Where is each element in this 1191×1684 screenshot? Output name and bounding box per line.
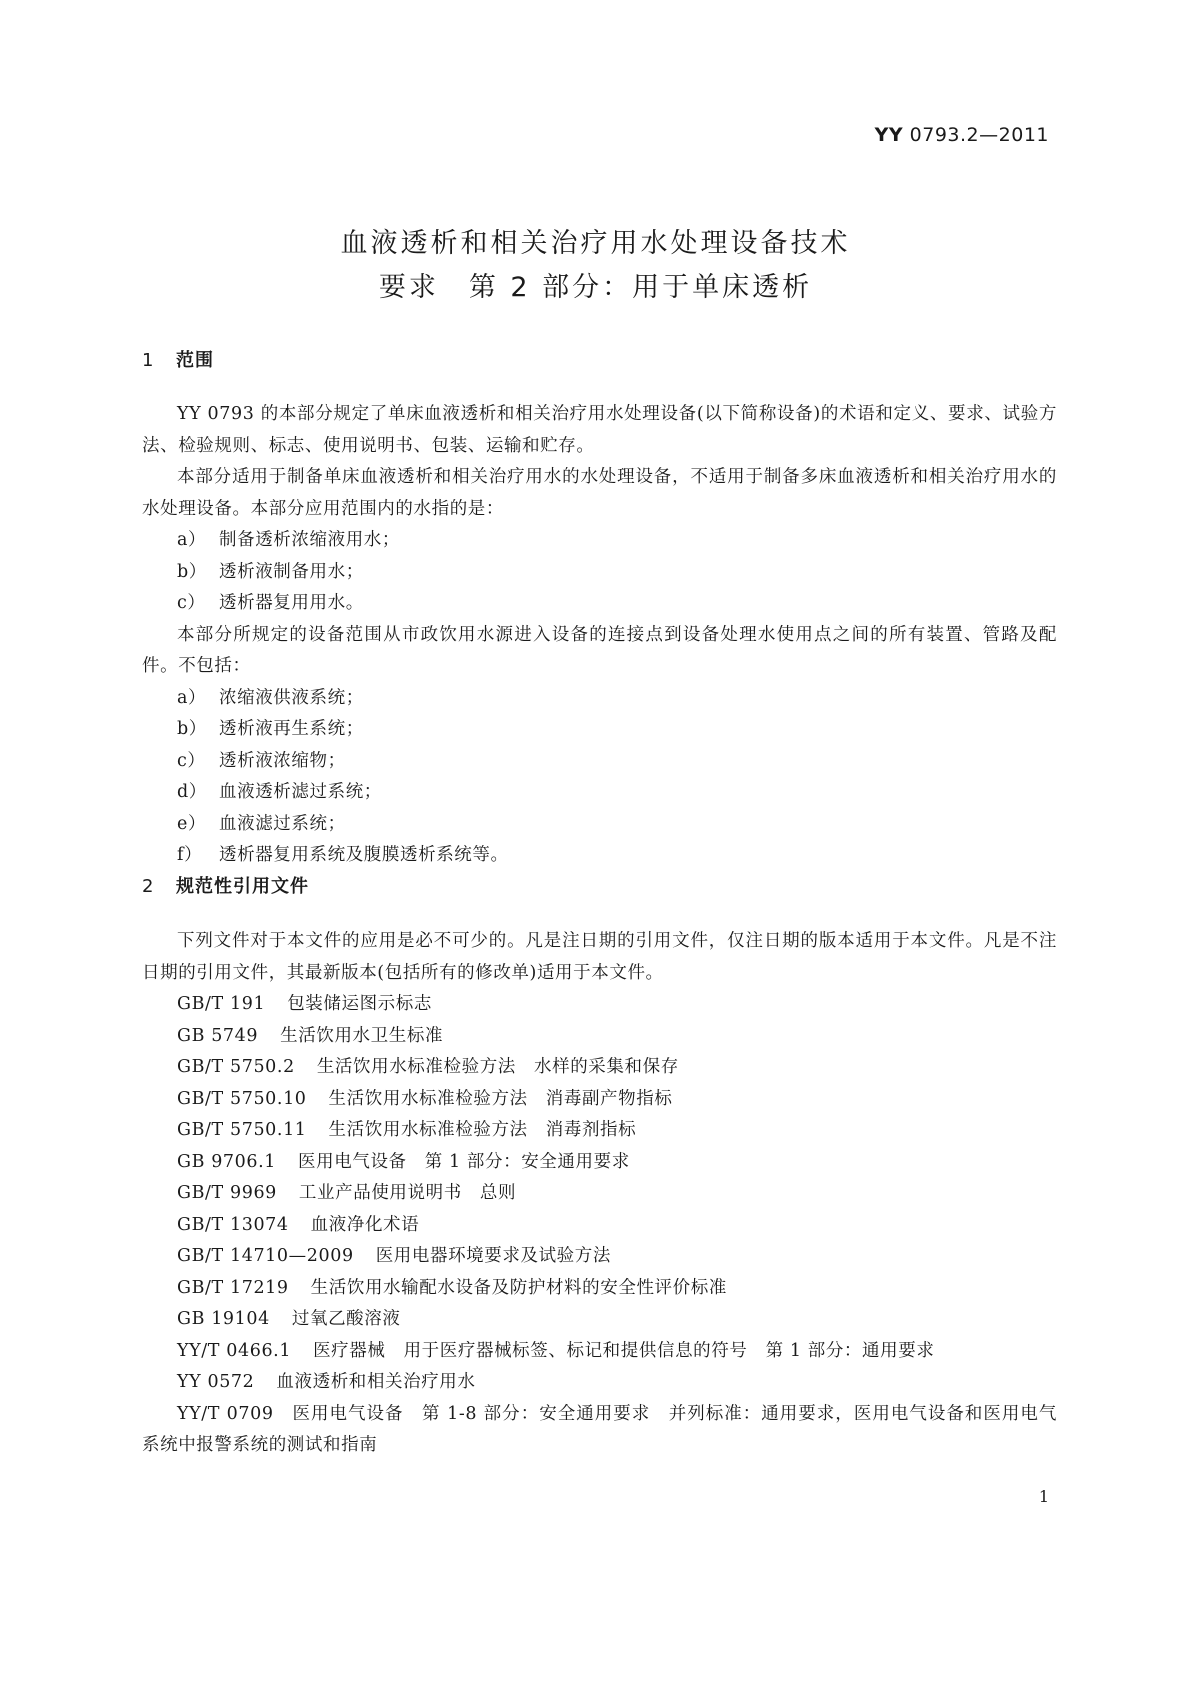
list-text: 血液滤过系统； (219, 813, 346, 834)
reference-item (142, 1210, 1057, 1242)
list-text: 透析液再生系统； (219, 719, 364, 739)
reference-item (142, 1147, 1057, 1179)
reference-title: 生活饮用水标准检验方法 消毒剂指标 (328, 1120, 637, 1140)
list-item (142, 809, 1057, 841)
reference-title: 生活饮用水输配水设备及防护材料的安全性评价标准 (310, 1277, 727, 1298)
list-marker: d） (177, 782, 207, 802)
reference-item (142, 1241, 1057, 1273)
reference-title: 包装储运图示标志 (287, 994, 432, 1014)
reference-title: 生活饮用水标准检验方法 消毒副产物指标 (328, 1088, 673, 1109)
reference-code: GB/T 17219 (177, 1277, 289, 1298)
list-marker: b） (177, 561, 207, 582)
page-number: 1 (1038, 1487, 1049, 1506)
reference-item (142, 1304, 1057, 1336)
reference-title: 血液净化术语 (310, 1214, 420, 1235)
standard-code (875, 124, 1049, 146)
list-marker: a） (177, 530, 207, 550)
reference-item (142, 1336, 1057, 1368)
reference-title: 工业产品使用说明书 总则 (298, 1183, 517, 1203)
section-1-heading (142, 346, 214, 372)
list-item (142, 557, 1057, 589)
list-text: 透析液制备用水； (219, 561, 364, 582)
reference-title: 医用电气设备 第 1 部分：安全通用要求 (298, 1151, 630, 1172)
list-text: 透析器复用系统及腹膜透析系统等。 (219, 845, 509, 865)
reference-code: GB/T 5750.10 (177, 1088, 307, 1109)
section-1-paragraph-2: 本部分适用于制备单床血液透析和相关治疗用水的水处理设备，不适用于制备多床血液透析和相关治疗用水的水处理设备。本部分应用范围内的水指的是： (142, 467, 1057, 519)
list-marker: c） (177, 750, 206, 771)
list-text: 透析液浓缩物； (219, 750, 346, 771)
reference-title: 生活饮用水卫生标准 (280, 1025, 444, 1046)
list-marker: a） (177, 687, 207, 708)
reference-code: GB/T 191 (177, 994, 266, 1014)
title-line-1: 血液透析和相关治疗用水处理设备技术 (340, 228, 851, 259)
reference-code: GB/T 9969 (177, 1183, 277, 1203)
list-text: 血液透析滤过系统； (219, 782, 382, 802)
reference-code: GB/T 5750.11 (177, 1120, 307, 1140)
reference-item (142, 1021, 1057, 1053)
list-text: 透析器复用用水。 (219, 593, 364, 613)
reference-item (142, 1367, 1057, 1399)
reference-title: 过氧乙酸溶液 (291, 1309, 401, 1329)
reference-code: GB 5749 (177, 1025, 259, 1046)
reference-code: GB 19104 (177, 1309, 270, 1329)
list-marker: e） (177, 813, 207, 834)
list-text: 浓缩液供液系统； (219, 687, 364, 708)
reference-title: 生活饮用水标准检验方法 水样的采集和保存 (316, 1057, 679, 1077)
section-2-heading (142, 872, 309, 898)
section-2-body (142, 926, 1057, 1462)
reference-item (142, 1115, 1057, 1147)
list-item (142, 777, 1057, 809)
list-item (142, 525, 1057, 557)
reference-code: GB/T 13074 (177, 1214, 289, 1235)
section-2-number: 2 (142, 876, 155, 897)
list-item (142, 588, 1057, 620)
list-item (142, 714, 1057, 746)
reference-item (142, 989, 1057, 1021)
section-2-title: 规范性引用文件 (176, 876, 309, 897)
list-marker: b） (177, 719, 207, 739)
list-marker: c） (177, 593, 206, 613)
reference-code: YY/T 0466.1 (177, 1340, 292, 1361)
reference-code: YY 0572 (177, 1372, 255, 1392)
list-item (142, 683, 1057, 715)
reference-item-wrapped: YY/T 0709 医用电气设备 第 1-8 部分：安全通用要求 并列标准：通用要求，医用电气设备和医用电气系统中报警系统的测试和指南 (142, 1403, 1057, 1455)
document-title (0, 222, 1191, 310)
title-line-2: 要求 第 2 部分：用于单床透析 (378, 272, 813, 303)
reference-item (142, 1084, 1057, 1116)
reference-code: GB/T 14710—2009 (177, 1246, 354, 1266)
standard-code-number: 0793.2—2011 (909, 124, 1049, 146)
reference-item (142, 1178, 1057, 1210)
section-1-body (142, 399, 1057, 872)
reference-title: 医疗器械 用于医疗器械标签、标记和提供信息的符号 第 1 部分：通用要求 (313, 1340, 935, 1361)
list-marker: f） (177, 845, 203, 865)
section-1-paragraph-1: YY 0793 的本部分规定了单床血液透析和相关治疗用水处理设备(以下简称设备)的术语和定义、要求、试验方法、检验规则、标志、使用说明书、包装、运输和贮存。 (142, 404, 1057, 456)
reference-code: GB/T 5750.2 (177, 1057, 295, 1077)
reference-title: 血液透析和相关治疗用水 (276, 1372, 476, 1392)
list-text: 制备透析浓缩液用水； (219, 530, 400, 550)
section-2-paragraph-1: 下列文件对于本文件的应用是必不可少的。凡是注日期的引用文件，仅注日期的版本适用于本文件。凡是不注日期的引用文件，其最新版本(包括所有的修改单)适用于本文件。 (142, 931, 1057, 983)
reference-code: GB 9706.1 (177, 1151, 277, 1172)
reference-item (142, 1052, 1057, 1084)
section-1-number: 1 (142, 350, 155, 371)
standard-code-prefix: YY (874, 124, 904, 146)
section-1-title: 范围 (176, 350, 214, 371)
section-1-paragraph-3: 本部分所规定的设备范围从市政饮用水源进入设备的连接点到设备处理水使用点之间的所有装置、管路及配件。不包括： (142, 624, 1057, 676)
list-item (142, 746, 1057, 778)
list-item (142, 840, 1057, 872)
reference-item (142, 1273, 1057, 1305)
reference-title: 医用电器环境要求及试验方法 (375, 1246, 611, 1266)
